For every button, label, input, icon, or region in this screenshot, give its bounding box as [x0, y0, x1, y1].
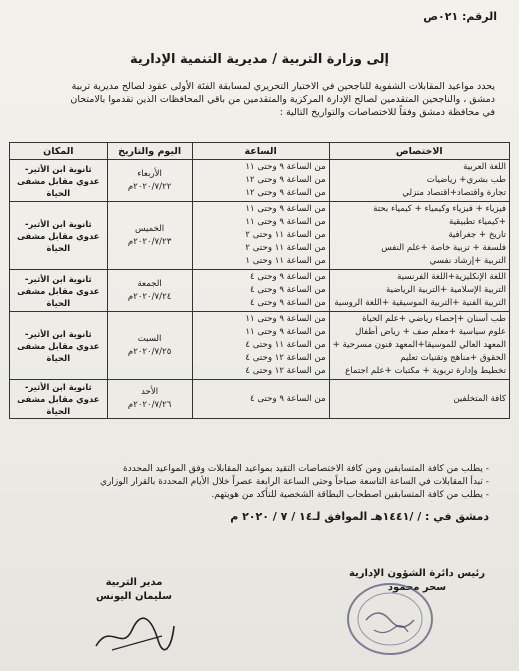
date-value: ٢٠٢٠/٧/٢٣م	[127, 236, 172, 247]
time-line: من الساعة ٩ وحتى ٤	[250, 298, 326, 308]
day-name: السبت	[137, 333, 162, 344]
table-row	[10, 270, 510, 312]
time-line: من الساعة ١١ وحتى ٢	[245, 243, 326, 253]
note-line: - تبدأ المقابلات في الساعة التاسعة صباحاً وحتى الساعة الرابعة عصراً خلال الأيام المحددة بالقرار الوزاري	[100, 477, 489, 487]
time-line: من الساعة ١١ وحتى ٤	[245, 340, 326, 350]
specialty-line: طب أسنان +إحصاء رياضي +علم الحياة	[362, 314, 506, 324]
time-line: من الساعة ٩ وحتى ١٢	[245, 175, 326, 185]
specialty-line: فلسفة + تربية خاصة +علم النفس	[381, 243, 506, 253]
signature-title: مدير التربية	[105, 577, 163, 588]
specialty-line: التربية الفنية +التربية الموسيقية +اللغة الروسية	[334, 298, 506, 308]
note-line: - يطلب من كافة المتسابقين ومن كافة الاختصاصات التقيد بمواعيد المقابلات وفق المواعيد المحددة	[123, 464, 489, 474]
document-title: إلى وزارة التربية / مديرية التنمية الإدارية	[129, 52, 390, 67]
time-line: من الساعة ٩ وحتى ٤	[250, 272, 326, 282]
day-name: الجمعة	[137, 278, 162, 289]
specialty-cell	[329, 380, 509, 419]
date-value: ٢٠٢٠/٧/٢٥م	[127, 346, 172, 357]
time-cell	[192, 312, 329, 380]
day-name: الأربعاء	[137, 168, 162, 179]
place-cell: ثانوية ابن الأثير- عدوي مقابل مشفى الحياة	[10, 202, 108, 270]
day-name: الخميس	[135, 223, 165, 234]
note-line: - يطلب من كافة المتسابقين اصطحاب البطاقة الشخصية للتأكد من هويتهم.	[211, 490, 489, 500]
table-row	[10, 202, 510, 270]
specialty-line: فيزياء + فيزياء وكيمياء + كيمياء بحتة	[373, 204, 506, 214]
place-cell: ثانوية ابن الأثير- عدوي مقابل مشفى الحياة	[10, 160, 108, 202]
notes	[69, 463, 489, 502]
specialty-line: التربية +إرشاد نفسي	[429, 256, 506, 266]
date-line: دمشق في : / /١٤٤١هـ الموافق لـ١٤ / ٧ / ٢٠٢٠ م	[230, 510, 489, 523]
table-row	[10, 312, 510, 380]
signature-title: رئيس دائرة الشؤون الإدارية	[348, 568, 485, 579]
specialty-line: تاريخ + جغرافية	[448, 230, 506, 240]
specialty-line: اللغة العربية	[463, 162, 506, 172]
signature-block-left	[74, 576, 194, 604]
time-line: من الساعة ٩ وحتى ٤	[250, 393, 326, 404]
intro-paragraph: يحدد مواعيد المقابلات الشفوية للناجحين في الاختبار التحريري لمسابقة الفئة الأولى عقود لصالح مديرية تربية دمشق ، والناجحين المتقدمين لصالح الإدارة المركزية والمتقدمين من باقي المحافظات الذين تقدموا بالامتحان في محافظة دمشق وفقاً للاختصاصات والتواريخ التالية :	[70, 81, 495, 118]
day-date-cell	[107, 160, 192, 202]
header-day: اليوم والتاريخ	[107, 143, 192, 160]
specialty-line: تخطيط وإدارة تربوية + مكتبات +علم اجتماع	[345, 366, 506, 376]
table-row	[10, 160, 510, 202]
table-header-row	[10, 143, 510, 160]
specialty-line: التربية الإسلامية +التربية الرياضية	[386, 285, 506, 295]
place-cell: ثانوية ابن الأثير- عدوي مقابل مشفى الحياة	[10, 312, 108, 380]
specialty-line: تجارة واقتصاد+اقتصاد منزلي	[402, 188, 506, 198]
specialty-line: طب بشري+ رياضيات	[426, 175, 506, 185]
header-specialty: الاختصاص	[329, 143, 509, 160]
header-place: المكان	[10, 143, 108, 160]
schedule-table	[9, 142, 510, 419]
specialty-line: كافة المتخلفين	[453, 393, 506, 404]
time-line: من الساعة ٩ وحتى ١١	[245, 204, 326, 214]
specialty-cell	[329, 270, 509, 312]
signature-name: سحر محمود	[387, 582, 447, 593]
place-cell: ثانوية ابن الأثير- عدوي مقابل مشفى الحياة	[10, 380, 108, 419]
signature-name: سليمان اليونس	[96, 591, 172, 602]
day-name: الأحد	[141, 387, 159, 397]
time-line: من الساعة ١٢ وحتى ٤	[245, 366, 326, 376]
day-date-cell	[107, 312, 192, 380]
header-time: الساعة	[192, 143, 329, 160]
time-line: من الساعة ٩ وحتى ١٢	[245, 188, 326, 198]
date-value: ٢٠٢٠/٧/٢٤م	[127, 291, 172, 302]
specialty-line: الحقوق +مناهج وتقنيات تعليم	[400, 353, 506, 363]
date-value: ٢٠٢٠/٧/٢٦م	[127, 400, 172, 410]
time-line: من الساعة ٩ وحتى ١١	[245, 327, 326, 337]
specialty-cell	[329, 312, 509, 380]
day-date-cell	[107, 270, 192, 312]
place-cell: ثانوية ابن الأثير- عدوي مقابل مشفى الحياة	[10, 270, 108, 312]
time-cell	[192, 270, 329, 312]
specialty-line: المعهد العالي للموسيقا+المعهد فنون مسرحية +	[332, 340, 506, 350]
official-stamp-icon	[344, 580, 436, 658]
time-cell	[192, 380, 329, 419]
time-line: من الساعة ٩ وحتى ٤	[250, 285, 326, 295]
time-line: من الساعة ١١ وحتى ١	[245, 256, 326, 266]
schedule-body	[10, 160, 510, 419]
handwritten-signature-icon	[92, 616, 178, 656]
time-line: من الساعة ١٢ وحتى ٤	[245, 353, 326, 363]
time-line: من الساعة ٩ وحتى ١١	[245, 162, 326, 172]
day-date-cell	[107, 202, 192, 270]
time-cell	[192, 202, 329, 270]
date-value: ٢٠٢٠/٧/٢٢م	[127, 181, 172, 192]
specialty-cell	[329, 160, 509, 202]
specialty-line: علوم سياسية +معلم صف + رياض أطفال	[355, 327, 506, 337]
day-date-cell	[107, 380, 192, 419]
time-line: من الساعة ٩ وحتى ١١	[245, 217, 326, 227]
table-row	[10, 380, 510, 419]
reference-number: الرقم: ٠٢١ص	[423, 10, 497, 23]
specialty-cell	[329, 202, 509, 270]
time-line: من الساعة ٩ وحتى ١١	[245, 314, 326, 324]
specialty-line: +كيمياء تطبيقية	[448, 217, 506, 227]
time-line: من الساعة ١١ وحتى ٢	[245, 230, 326, 240]
specialty-line: اللغة الإنكليزية+اللغة الفرنسية	[397, 272, 506, 282]
time-cell	[192, 160, 329, 202]
